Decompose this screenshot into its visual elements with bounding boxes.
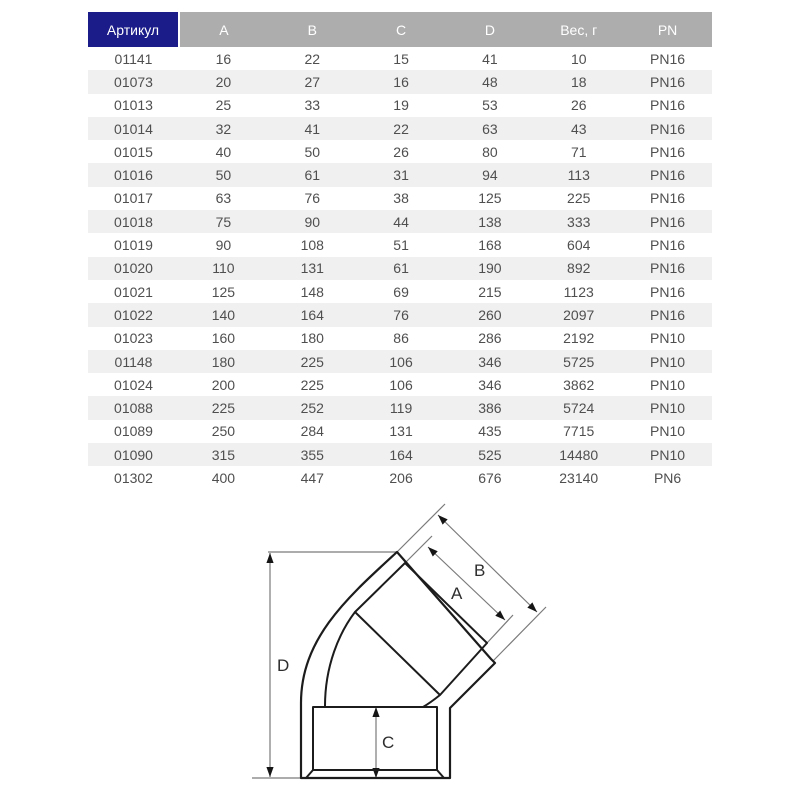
table-cell: 61 — [304, 167, 321, 184]
table-cell: 106 — [389, 376, 413, 393]
table-cell: 20 — [215, 73, 232, 90]
table-cell: 16 — [393, 73, 409, 90]
table-cell: 125 — [211, 283, 236, 300]
table-cell: 5724 — [563, 400, 595, 417]
table-cell: 435 — [478, 423, 502, 440]
fitting-diagram — [240, 490, 560, 800]
table-cell: PN16 — [650, 167, 686, 184]
table-cell: 3862 — [563, 376, 595, 393]
table-cell: PN16 — [650, 50, 686, 67]
table-cell: 2097 — [563, 306, 595, 323]
table-row — [88, 466, 712, 489]
table-cell: 01017 — [114, 190, 153, 207]
table-cell: 131 — [389, 423, 413, 440]
table-cell: 76 — [393, 306, 409, 323]
table-cell: 15 — [393, 50, 409, 67]
table-cell: 215 — [478, 283, 502, 300]
table-row — [88, 70, 712, 93]
table-cell: 01014 — [114, 120, 153, 137]
table-cell: PN16 — [650, 260, 686, 277]
header-cell: PN — [623, 12, 712, 47]
table-cell: 71 — [570, 143, 587, 160]
table-cell: 01148 — [114, 353, 153, 370]
table-cell: 2192 — [563, 330, 595, 347]
table-row — [88, 187, 712, 210]
table-cell: 01020 — [114, 260, 153, 277]
dim-ext-b1 — [397, 504, 445, 552]
header-cell: B — [268, 12, 357, 47]
table-row — [88, 233, 712, 256]
table-row — [88, 327, 712, 350]
table-cell: 315 — [211, 446, 236, 463]
table-cell: 225 — [300, 353, 324, 370]
table-cell: 94 — [482, 167, 498, 184]
dim-label-c: C — [382, 733, 395, 752]
fitting-mouth-chamfers — [306, 770, 444, 778]
table-cell: 138 — [478, 213, 502, 230]
table-cell: 40 — [215, 143, 232, 160]
header-row — [88, 12, 712, 47]
table-cell: 19 — [393, 97, 409, 114]
header-cell-article: Артикул — [88, 12, 179, 47]
table-cell: 252 — [300, 400, 324, 417]
table-cell: PN16 — [650, 237, 686, 254]
dim-label-a: A — [451, 584, 463, 603]
table-cell: PN16 — [650, 306, 686, 323]
table-row — [88, 47, 712, 70]
table-cell: 01022 — [114, 306, 153, 323]
table-row — [88, 280, 712, 303]
table-cell: 106 — [389, 353, 413, 370]
table-cell: 604 — [567, 237, 591, 254]
table-cell: 51 — [393, 237, 409, 254]
table-cell: 41 — [482, 50, 498, 67]
table-cell: 119 — [389, 400, 413, 417]
table-cell: 26 — [570, 97, 587, 114]
table-cell: 50 — [215, 167, 232, 184]
table-row — [88, 117, 712, 140]
table-cell: 32 — [215, 120, 232, 137]
table-row — [88, 396, 712, 419]
table-cell: 168 — [478, 237, 502, 254]
table-cell: PN10 — [650, 423, 686, 440]
dim-ext-b2 — [493, 607, 546, 661]
header-cell: A — [179, 12, 268, 47]
table-cell: 48 — [482, 73, 498, 90]
table-cell: PN6 — [653, 469, 682, 486]
table-row — [88, 303, 712, 326]
table-cell: 22 — [304, 50, 321, 67]
table-cell: 676 — [478, 469, 502, 486]
table-cell: 23140 — [559, 469, 599, 486]
table-cell: 53 — [482, 97, 498, 114]
table-cell: 140 — [211, 306, 236, 323]
table-cell: 225 — [567, 190, 591, 207]
table-cell: 14480 — [559, 446, 599, 463]
table-cell: 01302 — [114, 469, 153, 486]
table-cell: 01018 — [114, 213, 153, 230]
table-cell: 5725 — [563, 353, 595, 370]
table-cell: 18 — [570, 73, 587, 90]
table-cell: 286 — [478, 330, 502, 347]
table-cell: 43 — [570, 120, 587, 137]
table-cell: 206 — [389, 469, 413, 486]
table-cell: 01089 — [114, 423, 153, 440]
dim-ext-a2 — [487, 615, 513, 643]
table-cell: 38 — [393, 190, 409, 207]
table-cell: 164 — [300, 306, 324, 323]
table-cell: 180 — [211, 353, 236, 370]
table-cell: 63 — [482, 120, 498, 137]
table-cell: 10 — [570, 50, 587, 67]
table-cell: 01021 — [114, 283, 153, 300]
table-cell: 250 — [211, 423, 236, 440]
table-cell: 80 — [482, 143, 498, 160]
table-cell: 44 — [393, 213, 409, 230]
table-row — [88, 443, 712, 466]
table-cell: 75 — [215, 213, 232, 230]
table-cell: PN10 — [650, 400, 686, 417]
table-cell: 33 — [304, 97, 321, 114]
table-cell: 86 — [393, 330, 409, 347]
table-cell: 525 — [478, 446, 502, 463]
table-cell: 164 — [389, 446, 413, 463]
table-cell: 01141 — [114, 50, 153, 67]
dim-label-d: D — [277, 656, 290, 675]
table-cell: 01016 — [114, 167, 153, 184]
fitting-socket-bottom-bore — [313, 707, 437, 770]
table-cell: 110 — [212, 260, 235, 277]
table-cell: 225 — [211, 400, 236, 417]
table-cell: PN16 — [650, 143, 686, 160]
table-cell: PN16 — [650, 213, 686, 230]
table-cell: 260 — [478, 306, 502, 323]
table-cell: 284 — [300, 423, 324, 440]
table-cell: 01013 — [114, 97, 153, 114]
table-cell: PN10 — [650, 330, 686, 347]
table-cell: 333 — [567, 213, 591, 230]
table-cell: 22 — [393, 120, 409, 137]
table-cell: 355 — [300, 446, 324, 463]
table-cell: 25 — [215, 97, 232, 114]
table-cell: 148 — [300, 283, 324, 300]
table-cell: PN10 — [650, 353, 686, 370]
header-cell: Вес, г — [534, 12, 623, 47]
table-cell: 346 — [478, 376, 502, 393]
table-cell: 200 — [211, 376, 236, 393]
table-cell: PN10 — [650, 446, 686, 463]
table-cell: 41 — [304, 120, 321, 137]
table-cell: 01088 — [114, 400, 153, 417]
table-cell: 90 — [304, 213, 321, 230]
table-header — [88, 12, 712, 47]
dim-label-b: B — [474, 561, 486, 580]
header-cell: C — [357, 12, 446, 47]
table-cell: 225 — [300, 376, 324, 393]
table-row — [88, 420, 712, 443]
table-cell: 50 — [304, 143, 321, 160]
table-cell: 180 — [300, 330, 324, 347]
table-cell: 26 — [393, 143, 409, 160]
table-cell: 01090 — [114, 446, 153, 463]
table-cell: 76 — [304, 190, 321, 207]
table-cell: 01015 — [114, 143, 153, 160]
table-cell: 131 — [300, 260, 324, 277]
table-cell: 27 — [304, 73, 321, 90]
table-row — [88, 373, 712, 396]
table-row — [88, 163, 712, 186]
table-cell: PN16 — [650, 73, 686, 90]
table-cell: 01023 — [114, 330, 153, 347]
table-body — [88, 47, 712, 490]
table-cell: 63 — [215, 190, 232, 207]
fitting-socket-top-bore — [355, 563, 487, 695]
table-cell: 90 — [215, 237, 232, 254]
table-cell: 892 — [567, 260, 591, 277]
table-cell: 16 — [215, 50, 232, 67]
table-cell: 190 — [478, 260, 502, 277]
table-cell: 01073 — [114, 73, 153, 90]
table-cell: PN16 — [650, 120, 686, 137]
table-cell: 69 — [393, 283, 409, 300]
table-cell: 61 — [393, 260, 409, 277]
table-cell: 31 — [393, 167, 409, 184]
table-cell: PN16 — [650, 283, 686, 300]
table-row — [88, 350, 712, 373]
table-row — [88, 210, 712, 233]
table-cell: 01024 — [114, 376, 153, 393]
table-cell: PN16 — [650, 190, 686, 207]
table-cell: 160 — [211, 330, 236, 347]
table-row — [88, 140, 712, 163]
table-cell: PN16 — [650, 97, 686, 114]
table-cell: 447 — [300, 469, 324, 486]
table-cell: 01019 — [114, 237, 153, 254]
table-cell: PN10 — [650, 376, 686, 393]
table-cell: 386 — [478, 400, 502, 417]
fitting-inner-curve-left — [325, 612, 355, 706]
table-row — [88, 94, 712, 117]
spec-table — [88, 12, 712, 490]
table-cell: 1123 — [563, 283, 594, 300]
table-cell: 125 — [478, 190, 502, 207]
dim-line-a — [428, 547, 505, 620]
table-cell: 7715 — [563, 423, 595, 440]
table-cell: 346 — [478, 353, 502, 370]
table-row — [88, 257, 712, 280]
table-cell: 400 — [211, 469, 236, 486]
fitting-inner-curve-right — [423, 695, 440, 707]
table-cell: 113 — [567, 167, 590, 184]
table-cell: 108 — [300, 237, 324, 254]
header-cell: D — [445, 12, 534, 47]
